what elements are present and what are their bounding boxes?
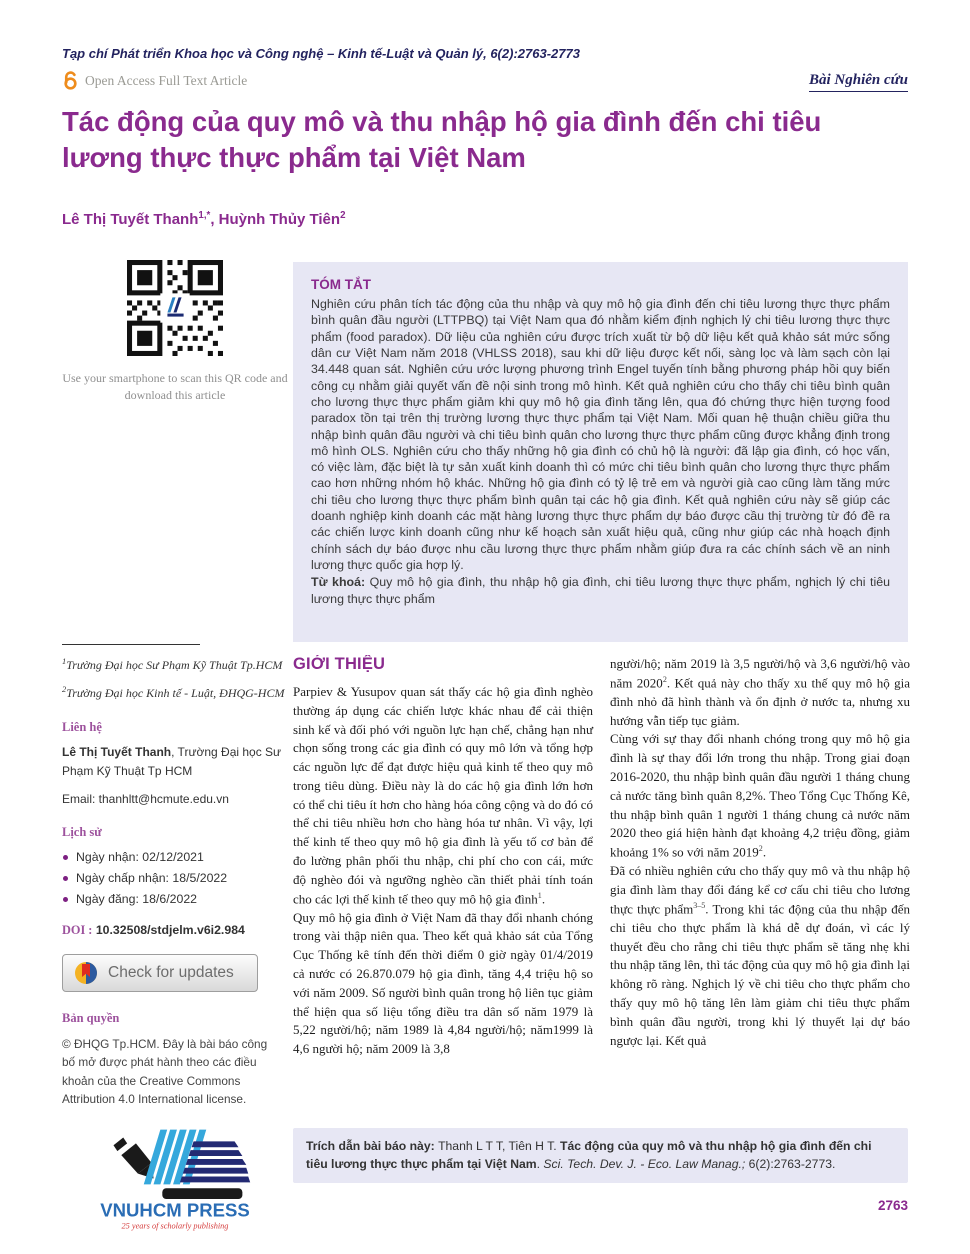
body-columns — [293, 655, 910, 1123]
doi-label: DOI : — [62, 923, 93, 938]
affiliation-1: $^1$Trường Đại học Sư Phạm Kỹ Thuật Tp.HCM — [62, 656, 283, 672]
intro-paragraph: Parpiev & Yusupov quan sát thấy các hộ gia đình nghèo thường áp dụng các chiến lược khác nhau để cải thiện sinh kế và đối phó với nguồn lực hạn chế, chẳng hạn như chọn sống trong các gia đình có quy mô lớn và tổng hợp các nguồn lực để đạt được hiệu quả kinh tế theo quy mô trong tiêu dùng. Điều này là do các hộ gia đình lớn hơn có thể chi tiêu ít hơn cho hàng hóa công cộng và do đó có thể chi tiêu nhiều hơn cho hàng hóa tư nhân. Vì vậy, lợi thế kinh tế theo quy mô hộ gia đình là yếu tố cơ bản để đo lường phân phối thu nhập, chi phí cho con cái, mức độ nghèo đói và ngưỡng nghèo cần thiết phải tính toán cho các lợi thế kinh tế theo quy mô hộ gia đình$^1$. — [293, 684, 594, 906]
vnuhcm-press-logo — [90, 1116, 260, 1241]
intro-heading: GIỚI THIỆU — [293, 655, 386, 673]
abstract-text: Nghiên cứu phân tích tác động của thu nhập và quy mô hộ gia đình đến chi tiêu lương thực thực phẩm bình quân đầu người (LTTPBQ) tại Việt Nam qua đó nhằm kiểm định nghịch lý chi tiêu lương thực thực phẩm (food paradox). Dữ liệu của nghiên cứu được trích xuất từ bộ dữ liệu kết quả khảo sát mức sống dân cư Việt Nam năm 2018 (VHLSS 2018), sau khi dữ liệu được kết nối, sàng lọc và làm sạch còn lại 34.448 quan sát. Nghiên cứu ước lượng phương trình Engel tuyến tính bằng phương pháp hồi quy biến công cụ nhằm giải quyết vấn đề nội sinh trong mô hình. Kết quả nghiên cứu cho thấy chi tiêu bình quân cho lương thực thực phẩm giảm khi quy mô hộ gia đình tăng lên, qua đó chứng thực hiện tượng food paradox tồn tại trên thị trường lương thực thực phẩm tại Việt Nam. Mối quan hệ thuận chiều giữa thu nhập bình quân đầu người và chi tiêu bình quân cho lương thực thực phẩm cũng được khẳng định trong mô hình OLS. Nghiên cứu cho thấy những hộ gia đình có chủ hộ là người: đã lập gia đình, có học vấn, có việc làm, đặc biệt là tự sản xuất kinh doanh thì có mức chi tiêu bình quân cho lương thực thực phẩm cao hơn những nhóm hộ khác. Những hộ gia đình có tỷ lệ trẻ em và người già cao cũng làm tăng mức chi tiêu cho lương thực thực phẩm bình quân tại các hộ gia đình. Kết quả nghiên cứu này sẽ giúp các doanh nghiệp kinh doanh các mặt hàng lương thực thực phẩm dự báo được cầu thị trường từ đó đề ra các chiến lược kinh doanh cũng như kế hoạch sản xuất hiệu quả, cũng như giúp các nhà hoạch định chính sách dự báo được nhu cầu lương thực thực phẩm nhằm giúp đưa ra các chính sách về an ninh lương thực quốc gia hợp lý. — [311, 297, 890, 572]
history-item-accepted: Ngày chấp nhận: 18/5/2022 — [62, 868, 288, 889]
doi-value[interactable]: 10.32508/stdjelm.v6i2.984 — [95, 923, 245, 938]
press-logo-name: VNUHCM PRESS — [100, 1199, 250, 1221]
article-title: Tác động của quy mô và thu nhập hộ gia đình đến chi tiêu lương thực thực phẩm tại Việt Nam — [62, 106, 822, 174]
qr-code — [127, 260, 223, 361]
left-sidebar — [62, 260, 288, 1241]
doi-line — [62, 923, 288, 938]
keywords-line: Từ khoá: Quy mô hộ gia đình, thu nhập hộ gia đình, chi tiêu lương thực thực phẩm, nghịch lý chi tiêu lương thực thực phẩm — [311, 575, 890, 606]
check-for-updates-label: Check for updates — [108, 964, 234, 982]
history-item-published: Ngày đăng: 18/6/2022 — [62, 889, 288, 910]
abstract-heading: TÓM TẮT — [311, 277, 371, 292]
authors-line: Lê Thị Tuyết Thanh$^{1,*}$, Huỳnh Thủy Tiên$^2$ — [62, 210, 346, 228]
page-number: 2763 — [877, 1198, 908, 1213]
intro-paragraph: Quy mô hộ gia đình ở Việt Nam đã thay đổi nhanh chóng trong vài thập niên qua. Theo kết quả khảo sát của Tổng Cục Thống kê tính đến thời điểm 0 giờ ngày 01/4/2019 cả nước có 26.870.079 hộ gia đình, tăng 4,4 triệu hộ so với năm 2009. Số người bình quân trong hộ liên tục giảm thể hiện qua số liệu tổng điều tra dân số năm 1979 là 5,22 người/hộ; năm 1989 là 4,84 người/hộ; năm1999 là 4,6 người hộ; năm 2009 là 3,8 — [293, 909, 593, 1057]
contact-person: Lê Thị Tuyết Thanh, Trường Đại học Sư Phạm Kỹ Thuật Tp HCM — [62, 744, 282, 778]
press-logo-tagline: 25 years of scholarly publishing — [121, 1221, 229, 1231]
check-for-updates-button[interactable] — [62, 954, 258, 992]
intro-paragraph: người/hộ; năm 2019 là 3,5 người/hộ và 3,6 người/hộ vào năm 2020$^2$. Kết quả này cho thấy xu thế quy mô hộ gia đình nhỏ đã hình thành và ổn định ở nước ta, nhưng xu hướng vẫn tiếp tục giảm. — [610, 656, 910, 728]
journal-header-line: Tạp chí Phát triển Khoa học và Công nghệ – Kinh tế-Luật và Quản lý, 6(2):2763-2773 — [62, 46, 580, 61]
article-type-badge: Bài Nghiên cứu — [809, 72, 908, 92]
abstract-box — [293, 262, 908, 642]
affiliation-2: $^2$Trường Đại học Kinh tế - Luật, ĐHQG-HCM — [62, 684, 285, 700]
history-item-received: Ngày nhận: 02/12/2021 — [62, 847, 288, 868]
intro-paragraph: Đã có nhiều nghiên cứu cho thấy quy mô và thu nhập hộ gia đình làm thay đổi đáng kể cơ cấu chi tiêu cho lương thực thực phẩm$^{3-5}$. Trong khi tác động của thu nhập đến chi tiêu cho thực phẩm là khá dễ dự đoán, vì các lý thuyết đều cho rằng chi tiêu thực phẩm sẽ tăng nhẹ khi thu nhập tăng lên, thì tác động của quy mô hộ gia đình lại không rõ ràng. Nghịch lý về chi tiêu cho thực phẩm cho thấy quy mô hộ tăng lên làm giảm chi tiêu thực phẩm bình quân đầu người, trong khi lý thuyết lại dự báo ngược lại. Kết quả — [610, 863, 910, 1048]
body-column-right — [610, 655, 910, 1123]
crossmark-icon — [73, 960, 99, 986]
history-list — [62, 847, 288, 910]
sidebar-separator — [62, 644, 200, 645]
open-access-lock-icon — [62, 71, 79, 90]
contact-email[interactable]: Email: thanhltt@hcmute.edu.vn — [62, 792, 229, 807]
copyright-text: © ĐHQG Tp.HCM. Đây là bài báo công bố mở được phát hành theo các điều khoản của the Creative Commons Attribution 4.0 International license. — [62, 1037, 268, 1106]
open-access-row — [62, 71, 247, 90]
qr-caption: Use your smartphone to scan this QR code and download this article — [62, 371, 288, 402]
contact-heading: Liên hệ — [62, 719, 102, 734]
body-column-left — [293, 655, 593, 1123]
qr-code-image — [127, 260, 223, 356]
history-heading: Lịch sử — [62, 825, 102, 840]
copyright-heading: Bản quyền — [62, 1011, 120, 1026]
intro-paragraph: Cùng với sự thay đổi nhanh chóng trong quy mô hộ gia đình là sự thay đổi lớn trong thu nhập. Trong giai đoạn 2016-2020, thu nhập bình quân đầu người 1 tháng chung cả nước tăng bình quân 8,2%. Theo Tổng Cục Thống Kê, thu nhập bình quân 1 người 1 tháng chung cả nước năm 2020 theo giá hiện hành đạt khoảng 4,2 triệu đồng, giảm khoảng 1% so với năm 2019$^2$. — [610, 731, 910, 860]
open-access-label: Open Access Full Text Article — [85, 72, 248, 88]
citation-box: Trích dẫn bài báo này: Thanh L T T, Tiên H T. Tác động của quy mô và thu nhập hộ gia đình đến chi tiêu lương thực thực phẩm tại Việt Nam. Sci. Tech. Dev. J. - Eco. Law Manag.; 6(2):2763-2773. — [293, 1128, 908, 1183]
